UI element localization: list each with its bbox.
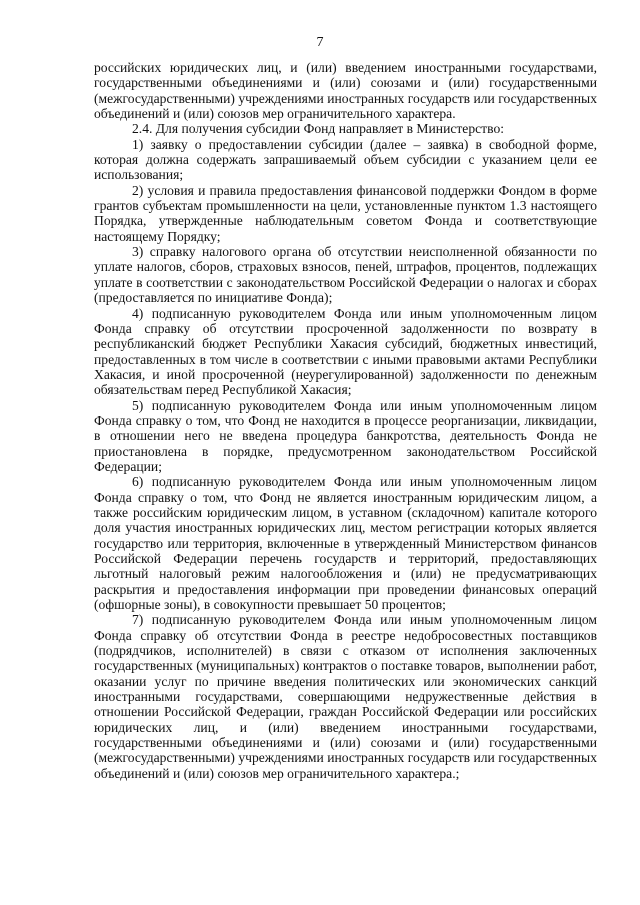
paragraph-item-1: 1) заявку о предоставлении субсидии (далее – заявка) в свободной форме, которая должна содержать запрашиваемый объем субсидии с указанием цели ее использования; — [94, 136, 597, 183]
paragraph-item-7: 7) подписанную руководителем Фонда или иным уполномоченным лицом Фонда справку об отсутствии Фонда в реестре недобросовестных поставщиков (подрядчиков, исполнителей) в связи с отказом от исполнения заключенных государственных (муниципальных) контрактов о поставке товаров, выполнении работ, оказании услуг по причине введения политических или экономических санкций иностранными государствами, совершающими недружественные действия в отношении Российской Федерации, граждан Российской Федерации или российских юридических лиц, и (или) введением иностранными государствами, государственными объединениями и (или) союзами и (или) государственными (межгосударственными) учреждениями иностранных государств или государственных объединений и (или) союзов мер ограничительного характера.; — [94, 612, 597, 781]
document-body — [94, 60, 597, 781]
paragraph-item-3: 3) справку налогового органа об отсутствии неисполненной обязанности по уплате налогов, сборов, страховых взносов, пеней, штрафов, процентов, подлежащих уплате в соответствии с законодательством Российской Федерации о налогах и сборах (предоставляется по инициативе Фонда); — [94, 244, 597, 306]
paragraph-item-5: 5) подписанную руководителем Фонда или иным уполномоченным лицом Фонда справку о том, что Фонд не находится в процессе реорганизации, ликвидации, в отношении него не введена процедура банкротства, деятельность Фонда не приостановлена в порядке, предусмотренном законодательством Российской Федерации; — [94, 397, 597, 474]
paragraph-item-4: 4) подписанную руководителем Фонда или иным уполномоченным лицом Фонда справку об отсутствии просроченной задолженности по возврату в республиканский бюджет Республики Хакасия субсидий, бюджетных инвестиций, предоставленных в том числе в соответствии с иными правовыми актами Республики Хакасия, и иной просроченной (неурегулированной) задолженности по денежным обязательствам перед Республикой Хакасия; — [94, 305, 597, 398]
page-number: 7 — [316, 35, 324, 50]
paragraph-clause-2-4: 2.4. Для получения субсидии Фонд направляет в Министерство: — [132, 121, 505, 137]
paragraph-continuation: российских юридических лиц, и (или) введением иностранными государствами, государственными объединениями и (или) союзами и (или) государственными (межгосударственными) учреждениями иностранных государств или государственных объединений и (или) союзов мер ограничительного характера. — [94, 60, 597, 122]
paragraph-item-2: 2) условия и правила предоставления финансовой поддержки Фондом в форме грантов субъектам промышленности на цели, установленные пунктом 1.3 настоящего Порядка, утвержденные наблюдательным советом Фонда и соответствующие настоящему Порядку; — [94, 182, 597, 244]
paragraph-item-6: 6) подписанную руководителем Фонда или иным уполномоченным лицом Фонда справку о том, что Фонд не является иностранным юридическим лицом, а также российским юридическим лицом, в уставном (складочном) капитале которого доля участия иностранных юридических лиц, местом регистрации которых является государство или территория, включенные в утвержденный Министерством финансов Российской Федерации перечень государств и территорий, предоставляющих льготный налоговый режим налогообложения и (или) не предусматривающих раскрытия и предоставления информации при проведении финансовых операций (офшорные зоны), в совокупности превышает 50 процентов; — [94, 474, 597, 613]
